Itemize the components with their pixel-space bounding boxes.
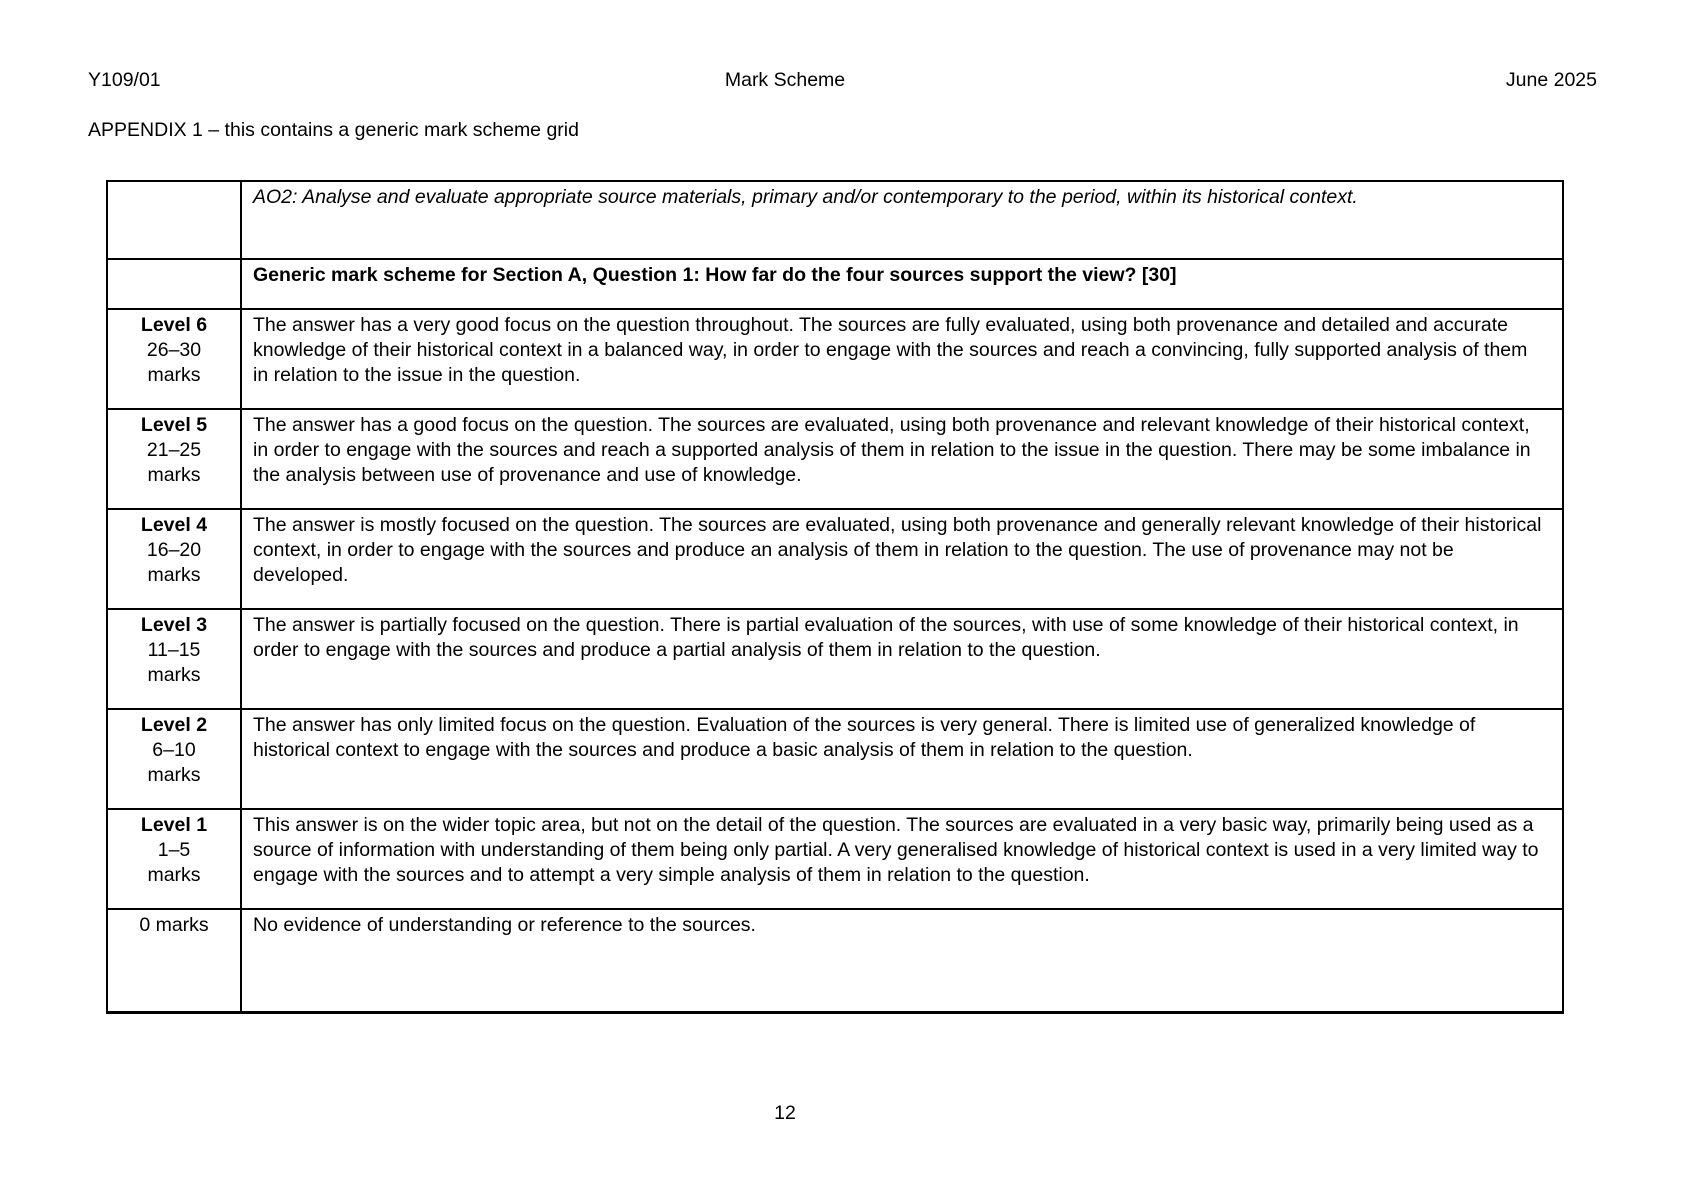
table-row [108, 908, 1562, 1011]
level-label [108, 510, 242, 608]
page-number: 12 [774, 1102, 796, 1124]
level-label [108, 610, 242, 708]
table-row [108, 608, 1562, 708]
table-row-generic-heading [108, 258, 1562, 308]
table-row [108, 808, 1562, 908]
level-name: Level 3 [140, 614, 208, 636]
level-mark-range: 21–25 [146, 439, 202, 461]
appendix-title: APPENDIX 1 – this contains a generic mark scheme grid [88, 119, 579, 141]
level-description: This answer is on the wider topic area, but not on the detail of the question. The sources are evaluated in a very basic way, primarily being used as a source of information with understanding of them being only partial. A very generalised knowledge of historical context is used in a very limited way to engage with the sources and to attempt a very simple analysis of them in relation to the question. [253, 814, 1539, 886]
level-marks-word: marks [147, 664, 201, 686]
level-label [108, 710, 242, 808]
level-name: 0 marks [139, 914, 209, 936]
level-name: Level 2 [140, 714, 208, 736]
level-description: The answer is partially focused on the question. There is partial evaluation of the sources, with use of some knowledge of their historical context, in order to engage with the sources and produce a partial analysis of them in relation to the question. [253, 614, 1519, 661]
level-name: Level 6 [140, 314, 208, 336]
level-description: The answer has only limited focus on the question. Evaluation of the sources is very general. There is limited use of generalized knowledge of historical context to engage with the sources and produce a basic analysis of them in relation to the question. [253, 714, 1476, 761]
level-name: Level 4 [140, 514, 208, 536]
level-marks-word: marks [147, 364, 201, 386]
table-row [108, 708, 1562, 808]
level-description: No evidence of understanding or reference to the sources. [253, 914, 756, 936]
mark-scheme-table [106, 180, 1564, 1014]
document-session: June 2025 [1505, 69, 1597, 91]
level-mark-range: 16–20 [146, 539, 202, 561]
level-mark-range: 11–15 [147, 639, 201, 661]
level-name: Level 5 [140, 414, 208, 436]
level-mark-range: 1–5 [157, 839, 191, 861]
level-label [108, 310, 242, 408]
level-marks-word: marks [147, 864, 201, 886]
level-label [108, 910, 242, 1011]
level-marks-word: marks [147, 464, 201, 486]
level-description: The answer has a good focus on the question. The sources are evaluated, using both provenance and relevant knowledge of their historical context, in order to engage with the sources and reach a supported analysis of them in relation to the issue in the question. There may be some imbalance in the analysis between use of provenance and use of knowledge. [253, 414, 1531, 486]
level-mark-range: 26–30 [146, 339, 202, 361]
level-name: Level 1 [140, 814, 208, 836]
generic-row-label-cell [108, 260, 242, 308]
document-title: Mark Scheme [724, 69, 846, 91]
ao2-row-label-cell [108, 182, 242, 258]
level-mark-range: 6–10 [152, 739, 196, 761]
table-row-ao2 [108, 182, 1562, 258]
table-row [108, 308, 1562, 408]
level-label [108, 810, 242, 908]
document-code: Y109/01 [88, 69, 161, 91]
level-label [108, 410, 242, 508]
level-marks-word: marks [147, 564, 201, 586]
level-description: The answer has a very good focus on the question throughout. The sources are fully evaluated, using both provenance and detailed and accurate knowledge of their historical context in a balanced way, in order to engage with the sources and reach a convincing, fully supported analysis of them in relation to the issue in the question. [253, 314, 1528, 386]
table-row [108, 408, 1562, 508]
level-description: The answer is mostly focused on the question. The sources are evaluated, using both provenance and generally relevant knowledge of their historical context, in order to engage with the sources and produce an analysis of them in relation to the question. The use of provenance may not be developed. [253, 514, 1542, 586]
level-marks-word: marks [147, 764, 201, 786]
generic-mark-scheme-heading: Generic mark scheme for Section A, Question 1: How far do the four sources support the view? [30] [253, 264, 1177, 286]
table-row [108, 508, 1562, 608]
ao2-note: AO2: Analyse and evaluate appropriate source materials, primary and/or contemporary to the period, within its historical context. [253, 186, 1358, 208]
